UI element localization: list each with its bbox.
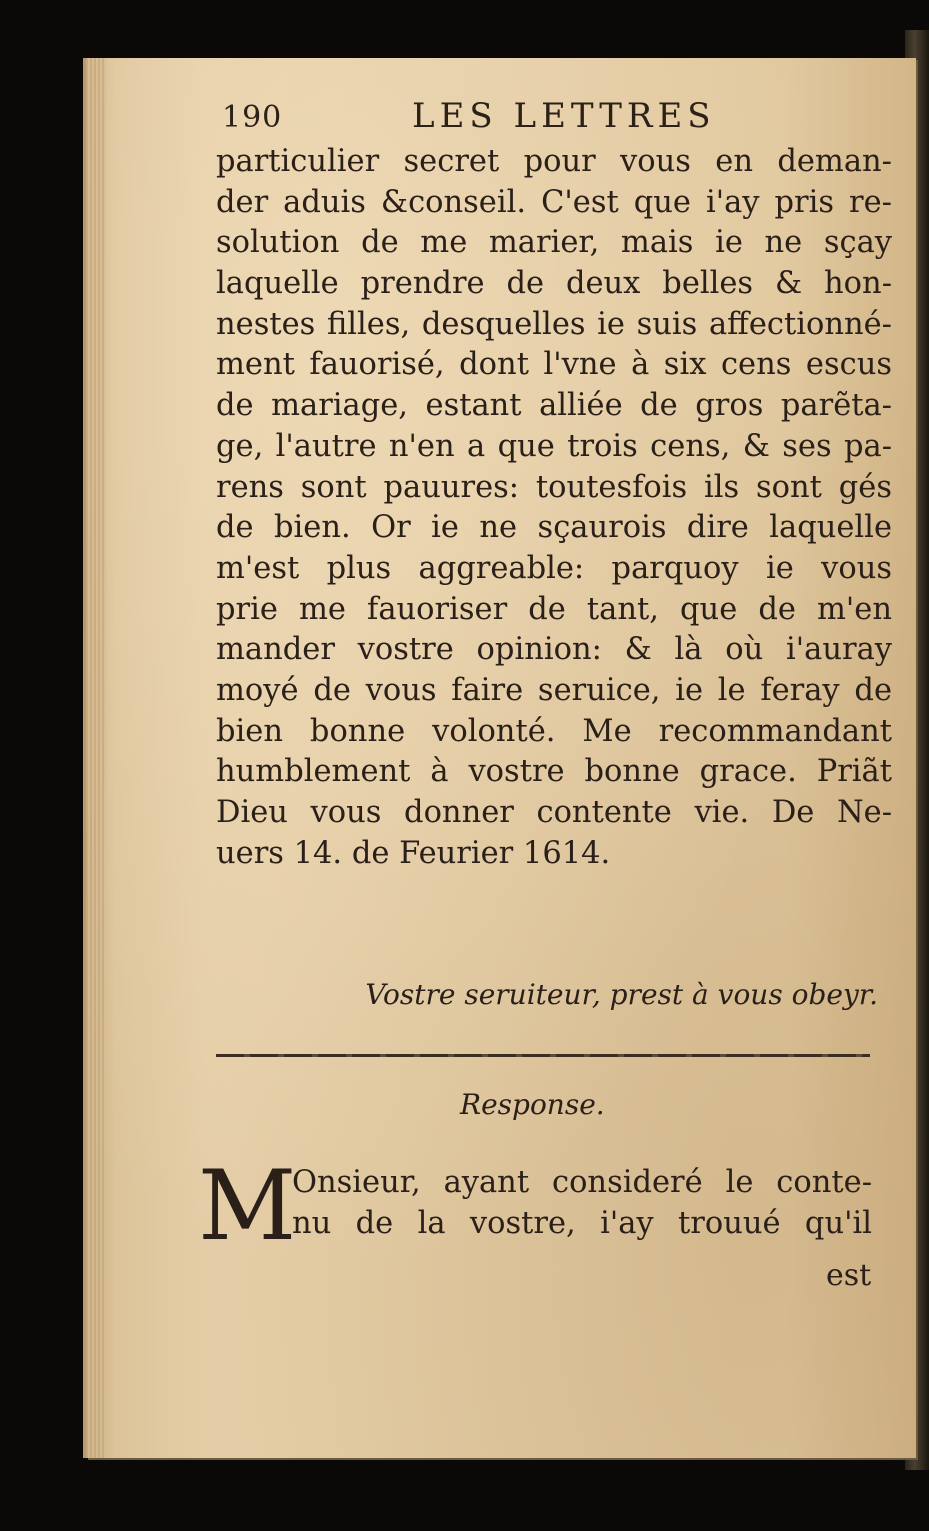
letter-line: laquelle prendre de deux belles & hon- [216, 266, 892, 302]
letter-line: uers 14. de Feurier 1614. [216, 835, 611, 871]
page-gutter-edges [86, 58, 106, 1458]
letter-line: particulier secret pour vous en deman- [216, 144, 892, 179]
letter-line: humblement à vostre bonne grace. Priãt [216, 754, 892, 790]
letter-line: bien bonne volonté. Me recommandant [216, 713, 892, 749]
letter-line: m'est plus aggreable: parquoy ie vous [216, 550, 892, 586]
response-body [292, 1163, 872, 1244]
letter-line: nestes filles, desquelles ie suis affectionné- [216, 306, 892, 342]
letter-line: de bien. Or ie ne sçaurois dire laquelle [216, 510, 892, 546]
letter-line: Dieu vous donner contente vie. De Ne- [216, 795, 892, 830]
page-header [222, 96, 762, 140]
letter-signature: Vostre seruiteur, prest à vous obeyr. [365, 978, 878, 1011]
letter-line: ge, l'autre n'en a que trois cens, & ses pa- [216, 428, 892, 464]
drop-cap: M [198, 1150, 297, 1262]
letter-line: mander vostre opinion: & là où i'auray [216, 632, 892, 668]
catchword: est [826, 1258, 872, 1293]
letter-line: ment fauorisé, dont l'vne à six cens escus [216, 347, 892, 383]
page-number: 190 [222, 100, 283, 135]
letter-body [216, 142, 892, 874]
letter-line: der aduis &conseil. C'est que i'ay pris re- [216, 184, 892, 220]
letter-line: prie me fauoriser de tant, que de m'en [216, 591, 892, 627]
letter-line: solution de me marier, mais ie ne sçay [216, 225, 892, 261]
letter-line: de mariage, estant alliée de gros parẽta- [216, 388, 892, 424]
section-divider [216, 1054, 870, 1057]
letter-line: rens sont pauures: toutesfois ils sont gés [216, 469, 892, 505]
response-line: nu de la vostre, i'ay trouué qu'il [292, 1205, 872, 1241]
running-head: LES LETTRES [412, 96, 716, 136]
letter-line: moyé de vous faire seruice, ie le feray de [216, 672, 892, 708]
response-line: Onsieur, ayant consideré le conte- [292, 1165, 872, 1200]
response-title: Response. [460, 1088, 605, 1121]
